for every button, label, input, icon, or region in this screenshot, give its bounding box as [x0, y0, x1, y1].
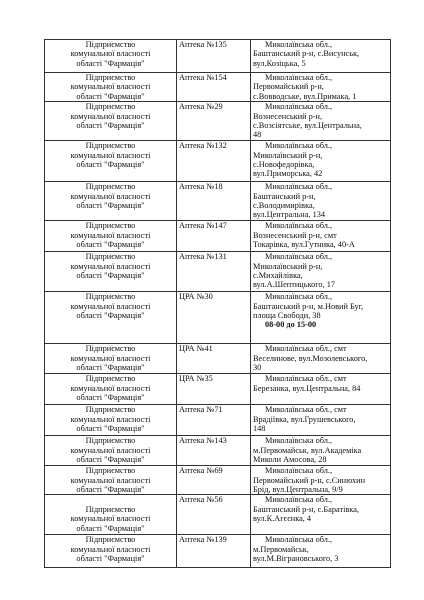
- organization-line: комунальної власності: [70, 414, 151, 424]
- organization-line: комунальної власності: [70, 230, 151, 240]
- address-line: с.Володимирівка,: [253, 201, 315, 211]
- table-row: [45, 374, 391, 405]
- organization-line: комунальної власності: [70, 544, 151, 554]
- address-line: вул.Козіцька, 5: [253, 58, 306, 68]
- table-row: [45, 344, 391, 374]
- table-row: [45, 535, 391, 568]
- organization-line: Підприємство: [85, 221, 136, 231]
- organization-line: Підприємство: [85, 405, 136, 415]
- pharmacy-name-cell: Аптека №69: [177, 466, 251, 495]
- organization-line: Підприємство: [85, 504, 136, 514]
- organization-cell: [45, 495, 177, 535]
- pharmacy-table: [44, 39, 391, 568]
- address-line: Миколаївська обл., смт: [265, 344, 347, 354]
- table-row: [45, 436, 391, 466]
- organization-line: області "Фармація": [76, 201, 145, 211]
- organization-line: області "Фармація": [76, 363, 145, 373]
- table-row: [45, 73, 391, 102]
- address-line: Баштанський р-н, с.Баратівка,: [253, 504, 359, 514]
- pharmacy-name-cell: Аптека №131: [177, 252, 251, 292]
- pharmacy-name-cell: Аптека №29: [177, 102, 251, 141]
- pharmacy-name-cell: Аптека №18: [177, 182, 251, 221]
- table-row: [45, 40, 391, 73]
- organization-cell: [45, 405, 177, 436]
- organization-line: комунальної власності: [70, 301, 151, 311]
- address-line: с.Новофедорівка,: [253, 160, 315, 170]
- address-cell: [251, 102, 391, 141]
- address-line: с.Михайлівка,: [253, 271, 303, 281]
- organization-line: області "Фармація": [76, 58, 145, 68]
- address-cell: [251, 466, 391, 495]
- table-row: [45, 495, 391, 535]
- organization-cell: [45, 221, 177, 252]
- pharmacy-name-cell: ЦРА №30: [177, 292, 251, 344]
- address-cell: [251, 73, 391, 102]
- organization-line: Підприємство: [85, 344, 136, 354]
- table-row: [45, 252, 391, 292]
- address-cell: [251, 374, 391, 405]
- address-line: Миколи Амосова, 28: [253, 455, 327, 465]
- address-line: Миколаївська обл.,: [265, 102, 333, 112]
- address-cell: [251, 182, 391, 221]
- organization-cell: [45, 141, 177, 182]
- table-row: [45, 292, 391, 344]
- address-cell: [251, 40, 391, 73]
- pharmacy-name-cell: Аптека №132: [177, 141, 251, 182]
- organization-line: області "Фармація": [76, 311, 145, 321]
- organization-cell: [45, 182, 177, 221]
- organization-line: Підприємство: [85, 466, 136, 476]
- address-line: Первомайський р-н, с.Синюхин: [253, 475, 366, 485]
- address-line: Миколаївська обл.,: [265, 495, 333, 505]
- organization-line: комунальної власності: [70, 514, 151, 524]
- organization-cell: [45, 535, 177, 568]
- organization-line: комунальної власності: [70, 383, 151, 393]
- address-cell: [251, 495, 391, 535]
- address-cell: [251, 436, 391, 466]
- address-line: Вознесенський р-н,: [253, 111, 323, 121]
- pharmacy-name-cell: Аптека №147: [177, 221, 251, 252]
- address-line: с.Вовводське, вул.Примака, 1: [253, 91, 357, 101]
- address-line: Первомайський р-н,: [253, 82, 324, 92]
- address-line: Миколаївський р-н,: [253, 261, 323, 271]
- address-line: Миколаївська обл.,: [265, 73, 333, 82]
- organization-cell: [45, 102, 177, 141]
- address-line: 30: [253, 363, 262, 373]
- organization-line: області "Фармація": [76, 393, 145, 403]
- pharmacy-name-cell: ЦРА №41: [177, 344, 251, 374]
- pharmacy-name-cell: Аптека №139: [177, 535, 251, 568]
- address-line: Миколаївська обл.,: [265, 436, 333, 446]
- address-cell: [251, 221, 391, 252]
- organization-line: області "Фармація": [76, 554, 145, 564]
- organization-line: Підприємство: [85, 102, 136, 112]
- address-line: Вознесенський р-н, смт: [253, 230, 337, 240]
- address-line: Миколаївська обл.,: [265, 221, 333, 231]
- address-line: вул.К.Агєєнка, 4: [253, 514, 312, 524]
- organization-line: комунальної власності: [70, 111, 151, 121]
- address-line: Миколаївська обл.,: [265, 292, 333, 302]
- table-row: [45, 466, 391, 495]
- organization-line: комунальної власності: [70, 261, 151, 271]
- pharmacy-name-cell: Аптека №154: [177, 73, 251, 102]
- address-cell: [251, 405, 391, 436]
- address-line: вул.А.Шептицького, 17: [253, 280, 336, 290]
- organization-cell: [45, 292, 177, 344]
- pharmacy-name-cell: Аптека №135: [177, 40, 251, 73]
- organization-cell: [45, 252, 177, 292]
- organization-line: області "Фармація": [76, 523, 145, 533]
- organization-cell: [45, 344, 177, 374]
- pharmacy-name-cell: Аптека №56: [177, 495, 251, 535]
- organization-line: комунальної власності: [70, 353, 151, 363]
- address-line: 48: [253, 130, 262, 140]
- address-line: Миколаївська обл.,: [265, 141, 333, 151]
- address-line: Миколаївська обл.,: [265, 535, 333, 545]
- pharmacy-name-cell: ЦРА №35: [177, 374, 251, 405]
- organization-cell: [45, 436, 177, 466]
- organization-cell: [45, 466, 177, 495]
- address-line: Миколаївська обл.,: [265, 182, 333, 192]
- address-line: Веселинове, вул.Мозолевського,: [253, 353, 368, 363]
- address-cell: [251, 535, 391, 568]
- organization-line: Підприємство: [85, 182, 136, 192]
- address-line: Миколаївська обл., смт: [265, 374, 347, 384]
- table-row: [45, 182, 391, 221]
- pharmacy-name-cell: Аптека №143: [177, 436, 251, 466]
- organization-line: комунальної власності: [70, 445, 151, 455]
- address-line: Миколаївська обл.,: [265, 252, 333, 262]
- address-line: Баштанський р-н, м.Новий Буг,: [253, 301, 364, 311]
- organization-line: області "Фармація": [76, 240, 145, 250]
- address-line: 148: [253, 424, 266, 434]
- address-line: Баштанський р-н, с.Висунськ,: [253, 49, 360, 59]
- address-line: с.Возсіятське, вул.Центральна,: [253, 121, 362, 131]
- organization-line: Підприємство: [85, 436, 136, 446]
- address-line: Брід, вул.Центральна, 9/9: [253, 485, 343, 495]
- organization-line: області "Фармація": [76, 424, 145, 434]
- address-line: площа Свободи, 38: [253, 311, 321, 321]
- organization-line: комунальної власності: [70, 49, 151, 59]
- table-row: [45, 141, 391, 182]
- organization-cell: [45, 40, 177, 73]
- address-line: Миколаївський р-н,: [253, 150, 323, 160]
- address-line: вул.Центральна, 134: [253, 210, 326, 220]
- address-line: Баштанський р-н,: [253, 191, 316, 201]
- pharmacy-table-body: [45, 40, 391, 568]
- table-row: [45, 405, 391, 436]
- organization-line: області "Фармація": [76, 271, 145, 281]
- address-cell: [251, 292, 391, 344]
- working-hours: 08-00 до 15-00: [265, 320, 317, 330]
- address-line: Врадіївка, вул.Грушевського,: [253, 414, 356, 424]
- organization-line: комунальної власності: [70, 191, 151, 201]
- organization-line: Підприємство: [85, 292, 136, 302]
- table-row: [45, 102, 391, 141]
- organization-line: комунальної власності: [70, 150, 151, 160]
- address-line: м.Первомайськ,: [253, 544, 309, 554]
- address-cell: [251, 344, 391, 374]
- organization-line: області "Фармація": [76, 91, 145, 101]
- address-cell: [251, 252, 391, 292]
- organization-line: області "Фармація": [76, 455, 145, 465]
- organization-line: Підприємство: [85, 40, 136, 49]
- organization-line: Підприємство: [85, 252, 136, 262]
- address-line: м.Первомайськ, вул.Академіка: [253, 445, 362, 455]
- organization-line: Підприємство: [85, 141, 136, 151]
- address-line: Миколаївська обл.,: [265, 466, 333, 476]
- organization-line: Підприємство: [85, 535, 136, 545]
- organization-line: Підприємство: [85, 73, 136, 82]
- organization-line: комунальної власності: [70, 82, 151, 92]
- pharmacy-name-cell: Аптека №71: [177, 405, 251, 436]
- organization-line: області "Фармація": [76, 160, 145, 170]
- address-line: вул.М.Віграновського, 3: [253, 554, 339, 564]
- address-line: Токарівка, вул.Гутника, 40-А: [253, 240, 355, 250]
- address-line: Березанка, вул.Центральна, 84: [253, 383, 361, 393]
- organization-cell: [45, 73, 177, 102]
- address-cell: [251, 141, 391, 182]
- address-line: Миколаївська обл., смт: [265, 405, 347, 415]
- address-line: Миколаївська обл.,: [265, 40, 333, 49]
- organization-line: області "Фармація": [76, 121, 145, 131]
- address-line: вул.Приморська, 42: [253, 169, 323, 179]
- organization-cell: [45, 374, 177, 405]
- organization-line: комунальної власності: [70, 475, 151, 485]
- table-row: [45, 221, 391, 252]
- organization-line: Підприємство: [85, 374, 136, 384]
- organization-line: області "Фармація": [76, 485, 145, 495]
